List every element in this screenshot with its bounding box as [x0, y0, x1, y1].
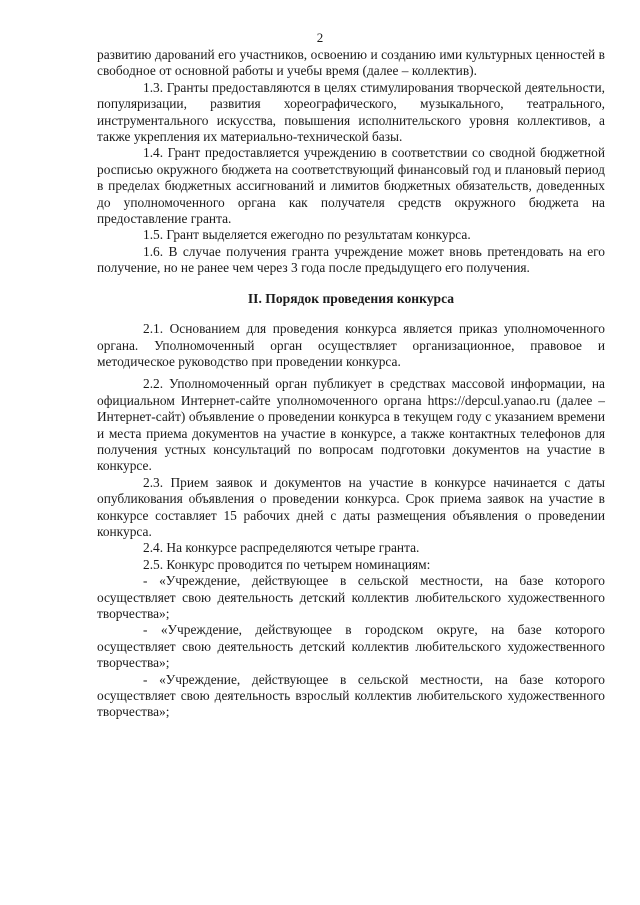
nomination-item: - «Учреждение, действующее в городском округе, на базе которого осуществляет свою деятельность детский коллектив любительского художественного творчества»;	[97, 622, 605, 671]
paragraph-1-3: 1.3. Гранты предоставляются в целях стимулирования творческой деятельности, популяризации, развития хореографического, музыкального, театрального, инструментального искусства, повышения исполнительского уровня коллективов, а также укрепления их материально-технической базы.	[97, 79, 605, 145]
paragraph-continuation: развитию дарований его участников, освоению и созданию ими культурных ценностей в свободное от основной работы и учебы время (далее – коллектив).	[97, 47, 605, 79]
paragraph-2-4: 2.4. На конкурсе распределяются четыре гранта.	[143, 540, 420, 556]
paragraph-2-3: 2.3. Прием заявок и документов на участие в конкурсе начинается с даты опубликования объявления о проведении конкурса. Срок приема заявок на участие в конкурсе составляет 15 рабочих дней с даты размещения объявления о проведении конкурса.	[97, 474, 605, 539]
page-number: 2	[316, 30, 324, 45]
paragraph-2-5: 2.5. Конкурс проводится по четырем номинациям:	[143, 556, 431, 572]
nomination-item: - «Учреждение, действующее в сельской местности, на базе которого осуществляет свою деятельность взрослый коллектив любительского художественного творчества»;	[97, 671, 605, 720]
paragraph-1-6: 1.6. В случае получения гранта учреждение может вновь претендовать на его получение, но не ранее чем через 3 года после предыдущего его получения.	[97, 243, 605, 276]
paragraph-2-1: 2.1. Основанием для проведения конкурса является приказ уполномоченного органа. Уполномоченный орган осуществляет организационное, правовое и методическое руководство при проведении конкурса.	[97, 321, 605, 369]
paragraph-1-4: 1.4. Грант предоставляется учреждению в соответствии со сводной бюджетной росписью окружного бюджета на соответствующий финансовый год и плановый период в пределах бюджетных ассигнований и лимитов бюджетных обязательств, доведенных до уполномоченного органа как получателя средств окружного бюджета на предоставление гранта.	[97, 145, 605, 227]
nomination-item: - «Учреждение, действующее в сельской местности, на базе которого осуществляет свою деятельность детский коллектив любительского художественного творчества»;	[97, 573, 605, 621]
page-content	[97, 47, 605, 721]
section-title: II. Порядок проведения конкурса	[247, 290, 455, 306]
paragraph-1-5: 1.5. Грант выделяется ежегодно по результатам конкурса.	[143, 227, 471, 243]
paragraph-2-2: 2.2. Уполномоченный орган публикует в средствах массовой информации, на официальном Интернет-сайте уполномоченного органа https://depcul.yanao.ru (далее – Интернет-сайт) объявление о проведении конкурса в текущем году с указанием времени и места приема документов на участие в конкурсе, а также контактных телефонов для получения устных консультаций по вопросам подготовки документов на участие в конкурсе.	[97, 376, 605, 474]
